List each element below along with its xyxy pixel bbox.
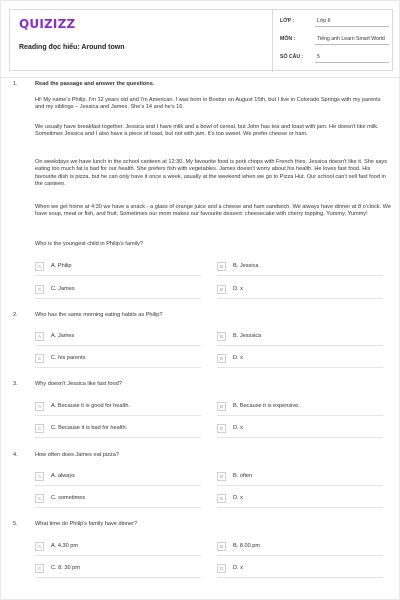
option-underline: [217, 555, 383, 556]
header-divider: [1, 77, 400, 78]
option-label: B. Because it is expensive.: [233, 403, 300, 410]
meta-key: LỚP :: [280, 18, 295, 24]
option-label: B. 8.00 pm: [233, 543, 261, 550]
meta-row-class: [273, 12, 395, 28]
option-underline: [217, 437, 383, 438]
option-underline: [217, 367, 383, 368]
option-underline: [35, 577, 201, 578]
option-underline: [217, 507, 383, 508]
question-number: 2.: [13, 312, 18, 318]
option-underline: [35, 507, 201, 508]
question-text: Who is the youngest child in Philip's family?: [35, 241, 144, 247]
option-letter-box: B: [217, 262, 226, 271]
meta-underline: [315, 62, 389, 63]
option-letter-box: A: [35, 402, 44, 411]
question-text: How often does James eat pizza?: [35, 452, 119, 458]
quizizz-logo: QUIZIZZ: [19, 17, 76, 31]
option-label: A. always: [51, 473, 75, 480]
option-letter-box: A: [35, 542, 44, 551]
meta-key: SỐ CÂU :: [280, 54, 304, 60]
meta-row-subject: [273, 30, 395, 46]
option-underline: [35, 275, 201, 276]
option-label: B. Jessica: [233, 263, 259, 270]
option-underline: [35, 345, 201, 346]
meta-key: MÔN :: [280, 36, 296, 42]
option-label: D. x: [233, 355, 243, 362]
option-label: C. 8. 30 pm: [51, 565, 80, 572]
option-underline: [35, 437, 201, 438]
option-label: C. Because it is bad for health.: [51, 425, 128, 432]
option-label: C. sometimes: [51, 495, 86, 502]
meta-box: [272, 10, 394, 72]
meta-value: Tiếng anh Learn Smart World: [317, 36, 385, 42]
option-underline: [35, 298, 201, 299]
question-number: 1.: [13, 81, 18, 87]
question-text: Who has the same morning eating habits as Philip?: [35, 312, 163, 318]
option-label: B. often: [233, 473, 253, 480]
option-underline: [217, 485, 383, 486]
option-letter-box: B: [217, 542, 226, 551]
option-underline: [35, 367, 201, 368]
option-underline: [217, 298, 383, 299]
option-underline: [217, 415, 383, 416]
option-letter-box: C: [35, 494, 44, 503]
option-letter-box: C: [35, 354, 44, 363]
option-label: A. 4.30 pm: [51, 543, 79, 550]
option-label: B. Jesssica: [233, 333, 262, 340]
passage-paragraph: When we get home at 4:30 we have a snack - a glass of orange juice and a cheese and ham sandwich. We always have dinner at 8 o'clock. We have soup, meat or fish, and fruit. Sometimes our mom makes our favourite dessert: cheesecake with cherry topping. Yummy, Yummy!: [35, 204, 391, 218]
option-letter-box: B: [217, 402, 226, 411]
meta-row-count: [273, 48, 395, 64]
option-label: D. x: [233, 425, 243, 432]
option-underline: [217, 577, 383, 578]
question-instruction: Read the passage and answer the questions.: [35, 81, 155, 87]
option-label: D. x: [233, 495, 243, 502]
passage-paragraph: Hi! My name's Philip. I'm 12 years old and I'm American. I was born in Boston on August 15th, but I live in Colorado Springs with my parents and my siblings – Jessica and James. She's 14 and he's 16.: [35, 97, 381, 111]
option-label: D. x: [233, 565, 243, 572]
option-letter-box: D: [217, 424, 226, 433]
option-letter-box: D: [217, 354, 226, 363]
option-underline: [35, 415, 201, 416]
option-letter-box: B: [217, 472, 226, 481]
question-number: 3.: [13, 381, 18, 387]
worksheet-title: Reading đọc hiểu: Around town: [19, 44, 125, 51]
option-label: C. James: [51, 286, 75, 293]
option-letter-box: B: [217, 332, 226, 341]
passage-paragraph: We usually have breakfast together. Jessica and I have milk and a bowl of cereal, but John has tea and toast with jam. He doesn't like milk. Sometimes Jessica and I also have a piece of toast, but not with jam. It's too sweet. We prefer cheese or ham.: [35, 124, 379, 138]
option-label: A. James: [51, 333, 75, 340]
option-letter-box: A: [35, 332, 44, 341]
passage-paragraph: On weekdays we have lunch in the school canteen at 12:30. My favourite food is pork chops with French fries. Jessica doesn't like it. She says eating too much fat is bad for our health. She prefers fish with vegetables. James doesn't worry about his health. He loves fast food. His favourite dish is pizza, but he can only have it once a week, usually at the weekend when we go to Pizza Hut. Our school can't sell fast food in the canteen.: [35, 159, 388, 187]
meta-value: 5: [317, 54, 320, 60]
option-letter-box: C: [35, 424, 44, 433]
question-number: 4.: [13, 452, 18, 458]
question-number: 5.: [13, 521, 18, 527]
question-text: Why doesn't Jessica like fast food?: [35, 381, 122, 387]
meta-underline: [315, 26, 389, 27]
meta-underline: [315, 44, 389, 45]
question-text: What time do Philip's family have dinner?: [35, 521, 138, 527]
option-underline: [217, 345, 383, 346]
option-letter-box: D: [217, 564, 226, 573]
option-underline: [35, 555, 201, 556]
option-letter-box: D: [217, 494, 226, 503]
option-letter-box: A: [35, 262, 44, 271]
option-letter-box: C: [35, 285, 44, 294]
option-underline: [217, 275, 383, 276]
option-letter-box: A: [35, 472, 44, 481]
option-underline: [35, 485, 201, 486]
option-label: A. Philip: [51, 263, 72, 270]
option-label: D. x: [233, 286, 243, 293]
option-label: A. Because it is good for health.: [51, 403, 130, 410]
option-label: C. his parents: [51, 355, 86, 362]
meta-value: Lớp 6: [317, 18, 331, 24]
option-letter-box: C: [35, 564, 44, 573]
worksheet-header: [9, 9, 393, 71]
option-letter-box: D: [217, 285, 226, 294]
